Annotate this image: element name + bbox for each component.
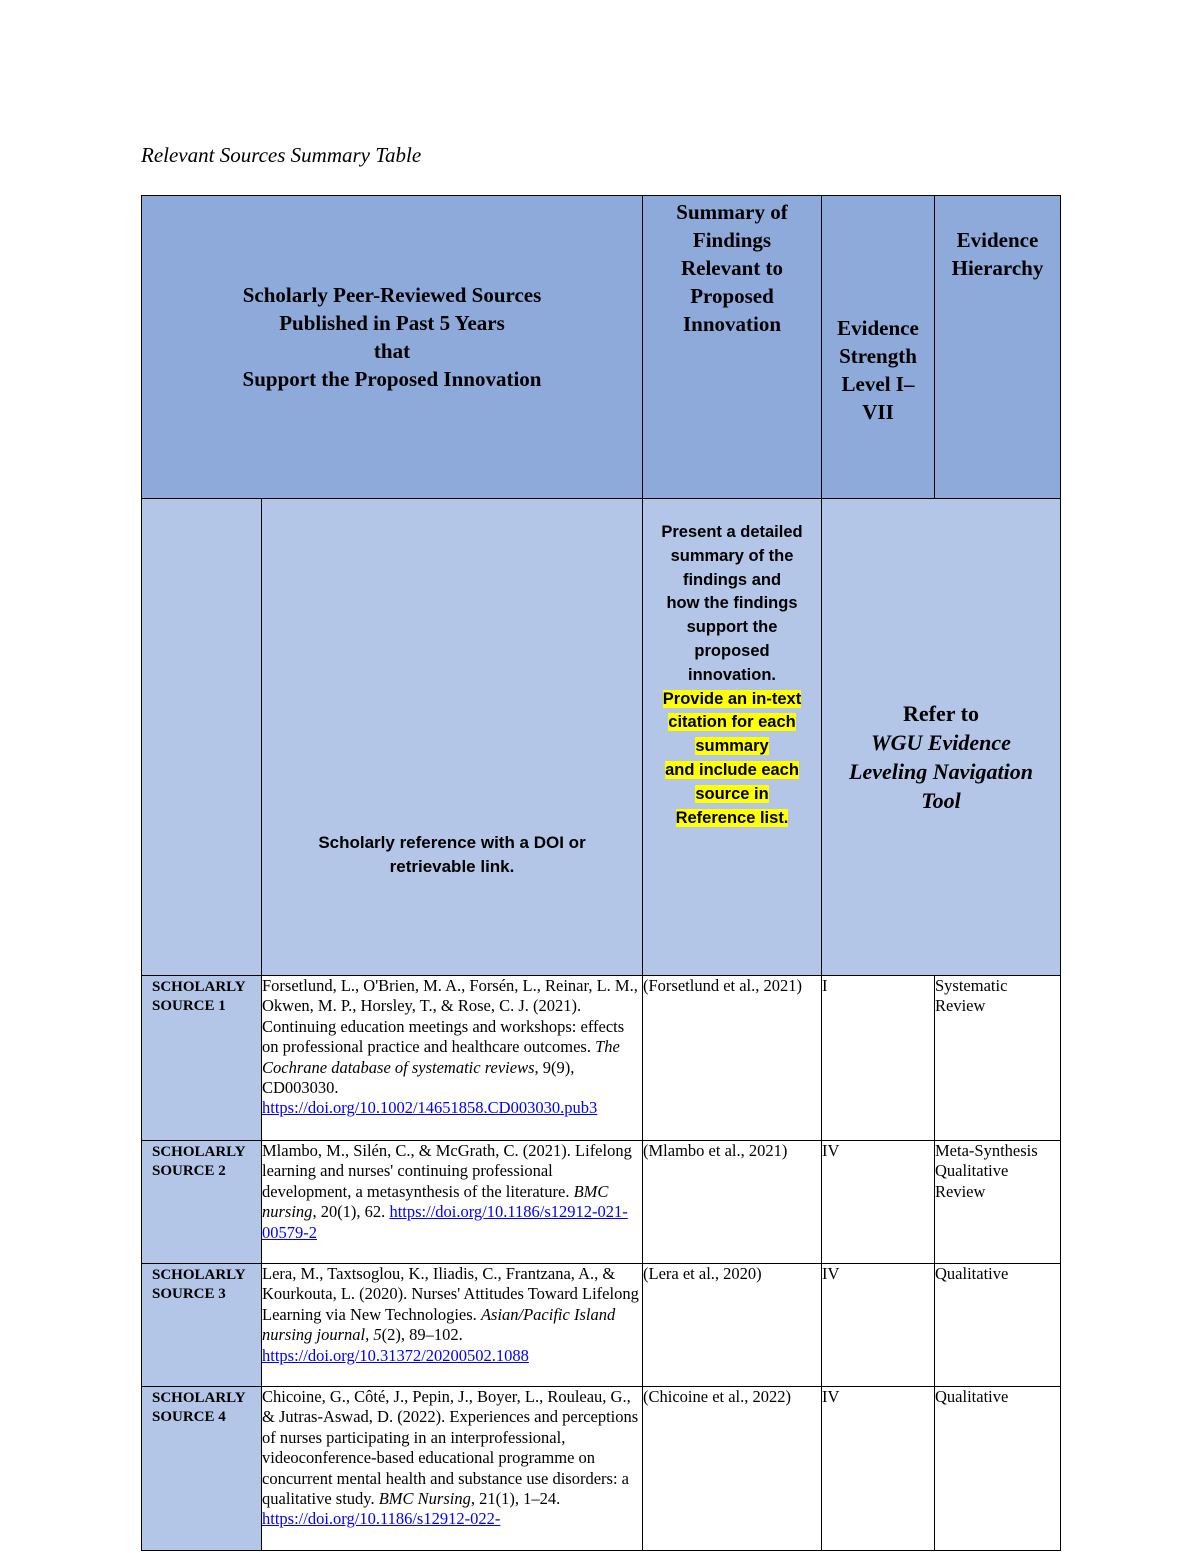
document-title: Relevant Sources Summary Table	[141, 143, 422, 167]
citation-cell: (Chicoine et al., 2022)	[643, 1387, 822, 1551]
reference-cell	[262, 1387, 643, 1551]
reference-volume: , 20(1), 62.	[312, 1202, 390, 1222]
sources-heading-line: Scholarly Peer-Reviewed Sources	[242, 283, 542, 307]
reference-volume: , 21(1), 1–24.	[470, 1489, 561, 1509]
doi-link[interactable]: https://doi.org/10.31372/20200502.1088	[262, 1345, 529, 1365]
reference-text: Forsetlund, L., O'Brien, M. A., Forsén, L., Reinar, L. M., Okwen, M. P., Horsley, T., & Rose, C. J. (2021). Continuing education meetings and workshops: effects on professional practice and healthcare outcomes.	[262, 976, 638, 1057]
reference-volume: (2), 89–102.	[381, 1325, 463, 1345]
source-label-cell	[142, 1387, 262, 1551]
reference-text: Lera, M., Taxtsoglou, K., Iliadis, C., Frantzana, A., & Kourkouta, L. (2020). Nurses' Attitudes Toward Lifelong Learning via New Technologies.	[262, 1264, 639, 1324]
sources-heading-line: Support the Proposed Innovation	[242, 367, 542, 391]
strength-heading-line: VII	[862, 400, 894, 424]
strength-heading-line: Level I–	[841, 372, 915, 396]
summary-heading-line: Proposed	[690, 284, 774, 308]
source-label-cell	[142, 1141, 262, 1264]
table-row	[142, 1264, 1061, 1387]
source-label-cell	[142, 1264, 262, 1387]
source-label-cell	[142, 976, 262, 1141]
table-row	[142, 1141, 1061, 1264]
sources-header-cell	[142, 196, 643, 499]
level-cell: IV	[822, 1387, 935, 1551]
strength-heading-line: Strength	[839, 344, 917, 368]
hierarchy-heading-line: Evidence	[956, 228, 1039, 252]
summary-heading-line: Innovation	[682, 312, 782, 336]
summary-instruction-line: innovation.	[688, 665, 776, 684]
level-instruction-tool: Leveling Navigation	[849, 759, 1033, 784]
summary-instruction-line: how the findings	[666, 594, 798, 613]
summary-instruction-line: summary of the	[670, 546, 794, 565]
reference-journal: The Cochrane database of systematic reviews	[262, 1037, 620, 1077]
reference-cell	[262, 1264, 643, 1387]
summary-header-cell	[643, 196, 822, 499]
reference-journal: BMC nursing	[262, 1181, 609, 1222]
level-cell: IV	[822, 1141, 935, 1264]
source-label-line: SOURCE 3	[152, 1286, 226, 1302]
header-row	[142, 196, 1061, 499]
sources-heading-line: Published in Past 5 Years	[279, 311, 505, 335]
source-label-line: SCHOLARLY	[152, 1390, 246, 1406]
source-label-line: SCHOLARLY	[152, 1267, 246, 1283]
sources-heading-line: that	[373, 339, 411, 363]
citation-cell: (Forsetlund et al., 2021)	[643, 976, 822, 1141]
summary-instruction-line: proposed	[694, 641, 770, 660]
sources-summary-table	[141, 195, 1061, 1551]
summary-instruction-line: support the	[686, 618, 778, 637]
doi-link[interactable]: https://doi.org/10.1002/14651858.CD003030.pub3	[262, 1098, 598, 1118]
source-label-line: SOURCE 1	[152, 998, 226, 1014]
level-cell: I	[822, 976, 935, 1141]
reference-journal: BMC Nursing	[378, 1489, 471, 1509]
summary-heading-line: Findings	[692, 228, 772, 252]
summary-heading-line: Relevant to	[680, 256, 784, 280]
level-cell: IV	[822, 1264, 935, 1387]
highlighted-instruction: summary	[695, 737, 769, 756]
summary-instruction-line: Present a detailed	[661, 523, 803, 541]
table-row	[142, 976, 1061, 1141]
reference-journal: Asian/Pacific Island nursing journal, 5	[262, 1304, 616, 1345]
hierarchy-header-cell	[935, 196, 1061, 499]
doi-link[interactable]: https://doi.org/10.1186/s12912-022-	[262, 1509, 501, 1529]
reference-instruction-cell	[262, 499, 643, 976]
instruction-label-cell	[142, 499, 262, 976]
table-row	[142, 1387, 1061, 1551]
level-instruction-line: Refer to	[903, 701, 979, 726]
strength-heading-line: Evidence	[837, 316, 919, 340]
reference-cell	[262, 976, 643, 1141]
hierarchy-cell: Qualitative	[935, 1387, 1061, 1551]
reference-text: Mlambo, M., Silén, C., & McGrath, C. (2021). Lifelong learning and nurses' continuing professional development, a metasynthesis of the literature.	[262, 1141, 632, 1201]
doi-link[interactable]: https://doi.org/10.1186/s12912-021-00579-2	[262, 1202, 628, 1242]
level-instruction-cell	[822, 499, 1061, 976]
source-label-line: SOURCE 2	[152, 1163, 226, 1179]
highlighted-instruction: and include each	[665, 760, 799, 779]
reference-instruction-line: retrievable link.	[389, 857, 515, 876]
summary-heading-line: Summary of	[676, 200, 788, 224]
reference-instruction-line: Scholarly reference with a DOI or	[318, 833, 586, 852]
reference-volume: , 9(9), CD003030.	[262, 1057, 575, 1098]
highlighted-instruction: citation for each	[668, 713, 796, 732]
highlighted-instruction: Provide an in-text	[662, 689, 802, 708]
reference-text: Chicoine, G., Côté, J., Pepin, J., Boyer, L., Rouleau, G., & Jutras-Aswad, D. (2022). Experiences and perceptions of nurses participating in an interprofessional, videoconference-based educational programme on concurrent mental health and substance use disorders: a qualitative study.	[262, 1387, 639, 1509]
highlighted-instruction: Reference list.	[675, 808, 789, 827]
reference-cell	[262, 1141, 643, 1264]
level-instruction-tool: Tool	[921, 788, 961, 813]
strength-header-cell	[822, 196, 935, 499]
citation-cell: (Mlambo et al., 2021)	[643, 1141, 822, 1264]
source-label-line: SOURCE 4	[152, 1409, 226, 1425]
summary-instruction-cell	[643, 499, 822, 976]
citation-cell: (Lera et al., 2020)	[643, 1264, 822, 1387]
source-label-line: SCHOLARLY	[152, 1144, 246, 1160]
instruction-row	[142, 499, 1061, 976]
hierarchy-cell: Systematic Review	[935, 976, 1061, 1141]
source-label-line: SCHOLARLY	[152, 979, 246, 995]
hierarchy-cell: Qualitative	[935, 1264, 1061, 1387]
highlighted-instruction: source in	[695, 784, 769, 803]
hierarchy-cell: Meta-Synthesis Qualitative Review	[935, 1141, 1061, 1264]
summary-instruction-line: findings and	[682, 570, 782, 589]
hierarchy-heading-line: Hierarchy	[951, 256, 1044, 280]
level-instruction-tool: WGU Evidence	[871, 730, 1011, 755]
